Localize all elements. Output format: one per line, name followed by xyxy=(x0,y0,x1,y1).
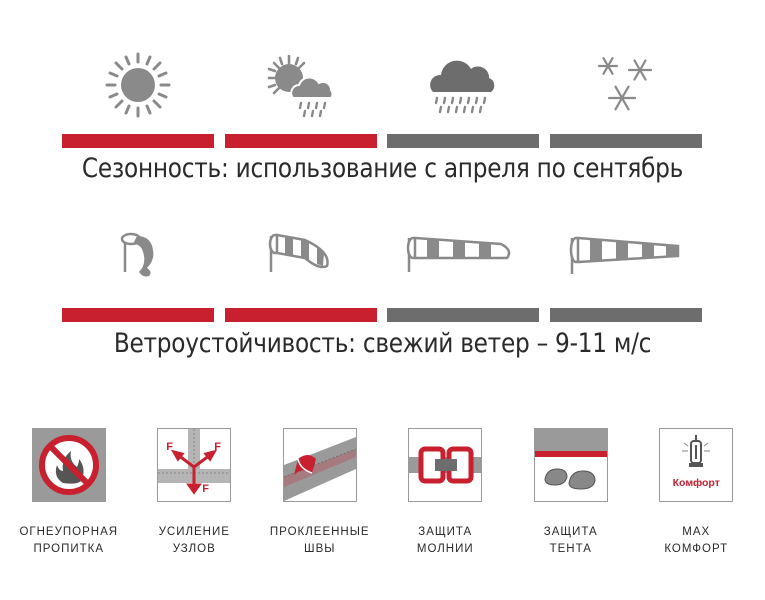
wind-icons xyxy=(62,222,702,292)
max-comfort-icon xyxy=(659,428,733,502)
season-bar-3 xyxy=(387,134,539,148)
sun-cloud-rain-icon xyxy=(225,50,377,120)
season-bar-4 xyxy=(550,134,702,148)
wind-bar-4 xyxy=(550,308,702,322)
feature-label-line1: MAX xyxy=(682,526,711,538)
feature-label-line1: ПРОКЛЕЕННЫЕ xyxy=(269,526,370,538)
tent-protection-icon xyxy=(534,428,608,502)
force-mark-left: F xyxy=(166,441,173,453)
feature-label-line1: УСИЛЕНИЕ xyxy=(158,526,230,538)
wind-caption: Ветроустойчивость: свежий ветер – 9-11 м/с xyxy=(113,328,652,359)
season-caption: Сезонность: использование с апреля по сентябрь xyxy=(81,153,684,184)
wind-bar-1 xyxy=(62,308,214,322)
feature-taped-seams xyxy=(261,428,379,558)
sun-icon xyxy=(62,50,214,120)
wind-bar-2 xyxy=(225,308,377,322)
taped-seams-icon xyxy=(283,428,357,502)
feature-label-line2: ПРОПИТКА xyxy=(33,543,105,555)
feature-label-line1: ЗАЩИТА xyxy=(543,526,598,538)
feature-fire-retardant xyxy=(10,428,128,558)
reinforced-joints-icon xyxy=(157,428,231,502)
feature-label-line2: УЗЛОВ xyxy=(172,543,216,555)
feature-label-line2: ШВЫ xyxy=(304,543,336,555)
feature-zipper-protection xyxy=(386,428,504,558)
windsock-calm-icon xyxy=(62,222,214,292)
fire-retardant-icon xyxy=(32,428,106,502)
feature-label-line1: ОГНЕУПОРНАЯ xyxy=(19,526,119,538)
feature-label-line2: КОМФОРТ xyxy=(664,543,729,555)
season-bar-2 xyxy=(225,134,377,148)
wind-bars xyxy=(62,308,702,322)
feature-label-line2: ТЕНТА xyxy=(549,543,592,555)
wind-bar-3 xyxy=(387,308,539,322)
force-mark-right: F xyxy=(214,441,221,453)
feature-tent-protection xyxy=(512,428,630,558)
windsock-light-icon xyxy=(225,222,377,292)
force-mark-bottom: F xyxy=(202,483,209,495)
comfort-badge: Комфорт xyxy=(672,477,720,489)
zipper-protection-icon xyxy=(408,428,482,502)
season-bars xyxy=(62,134,702,148)
features-row xyxy=(0,428,765,558)
feature-max-comfort xyxy=(637,428,755,558)
feature-label-line1: ЗАЩИТА xyxy=(418,526,473,538)
snowflakes-icon xyxy=(550,50,702,120)
feature-reinforced-joints xyxy=(135,428,253,558)
feature-label-line2: МОЛНИИ xyxy=(416,543,474,555)
cloud-rain-icon xyxy=(387,50,539,120)
season-bar-1 xyxy=(62,134,214,148)
season-icons xyxy=(62,50,702,120)
windsock-strong-icon xyxy=(550,222,702,292)
windsock-moderate-icon xyxy=(387,222,539,292)
